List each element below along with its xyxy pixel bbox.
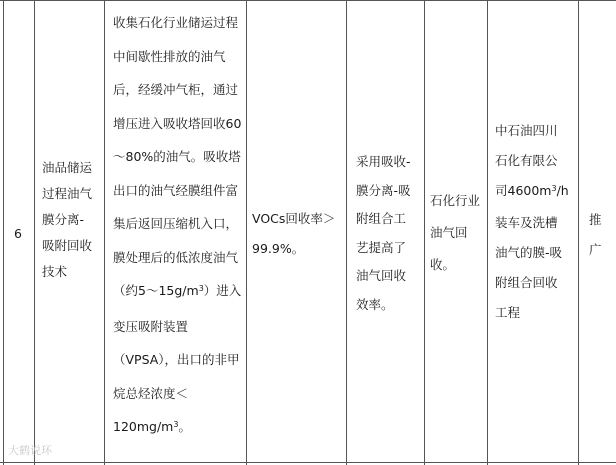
tech-name-line: 吸附回收 [42, 238, 93, 253]
scope-cell [430, 185, 480, 281]
case-line: 工程 [495, 305, 521, 320]
table-border-top [0, 0, 616, 1]
case-line: 装车及洗槽 [495, 215, 558, 230]
desc-line: 集后返回压缩机入口， [113, 216, 239, 231]
advantage-line: 采用吸收- [356, 154, 411, 169]
desc-line: 变压吸附装置 [113, 318, 189, 334]
tech-name-line: 技术 [42, 264, 68, 279]
watermark [8, 442, 52, 458]
superscript: 3 [173, 420, 179, 429]
column-divider [246, 0, 247, 465]
table-border-bottom [0, 462, 616, 463]
advantage-line: 油气回收 [356, 268, 407, 283]
process-description-cell [113, 6, 241, 446]
column-divider [104, 0, 105, 465]
indicator-cell [252, 204, 335, 264]
indicator-line: 99.9%。 [252, 241, 305, 256]
desc-line: 收集石化行业储运过程 [113, 15, 239, 30]
desc-text: （约5～15g/m [113, 283, 199, 298]
case-line: 中石油四川 [495, 123, 558, 138]
desc-line [113, 410, 241, 446]
desc-line: 增压进入吸收塔回收60 [113, 115, 242, 131]
case-line: 附组合回收 [495, 275, 558, 290]
scope-line: 收。 [430, 257, 456, 272]
column-divider [34, 0, 35, 465]
case-line: 油气的膜-吸 [495, 245, 563, 260]
column-divider [424, 0, 425, 465]
desc-line: 烷总烃浓度＜ [113, 385, 189, 401]
status-line: 推 [589, 212, 602, 227]
desc-line: 中间歇性排放的油气 [113, 48, 226, 64]
desc-line: 膜处理后的低浓度油气 [113, 249, 239, 265]
scope-line: 石化行业 [430, 193, 481, 208]
desc-line: 后，经缓冲气柜，通过 [113, 82, 239, 97]
case-line: 石化有限公 [495, 153, 558, 168]
superscript: 3 [198, 284, 204, 293]
table-border-left [3, 0, 4, 465]
advantage-cell [356, 148, 411, 319]
superscript: 3 [551, 184, 557, 193]
tech-name-cell [42, 155, 92, 285]
tech-name-line: 油品储运 [42, 160, 93, 175]
scope-line: 油气回 [430, 225, 468, 240]
case-cell [495, 116, 569, 328]
row-number-cell [14, 221, 22, 247]
case-line [495, 176, 569, 208]
row-number: 6 [14, 226, 22, 241]
status-cell [589, 205, 602, 265]
column-divider [487, 0, 488, 465]
status-line: 广 [589, 242, 602, 257]
tech-name-line: 过程油气 [42, 186, 93, 201]
desc-line [113, 274, 241, 310]
column-divider [578, 0, 579, 465]
watermark-text: 大鹤说环 [8, 444, 52, 457]
desc-line: （VPSA），出口的非甲 [113, 352, 240, 367]
advantage-line: 艺提高了 [356, 239, 407, 255]
indicator-line: VOCs回收率＞ [252, 211, 336, 226]
case-text: /h [556, 183, 569, 198]
advantage-line: 附组合工 [356, 211, 407, 226]
tech-name-line: 膜分离- [42, 212, 85, 227]
case-text: 司4600m [495, 183, 552, 198]
desc-line: ～80%的油气。吸收塔 [113, 149, 241, 164]
desc-text: 120mg/m [113, 419, 174, 434]
advantage-line: 膜分离-吸 [356, 182, 411, 198]
desc-text: 。 [178, 419, 191, 434]
advantage-line: 效率。 [356, 296, 394, 312]
desc-line: 出口的油气经膜组件富 [113, 182, 239, 198]
column-divider [346, 0, 347, 465]
desc-text: ）进入 [203, 283, 242, 298]
